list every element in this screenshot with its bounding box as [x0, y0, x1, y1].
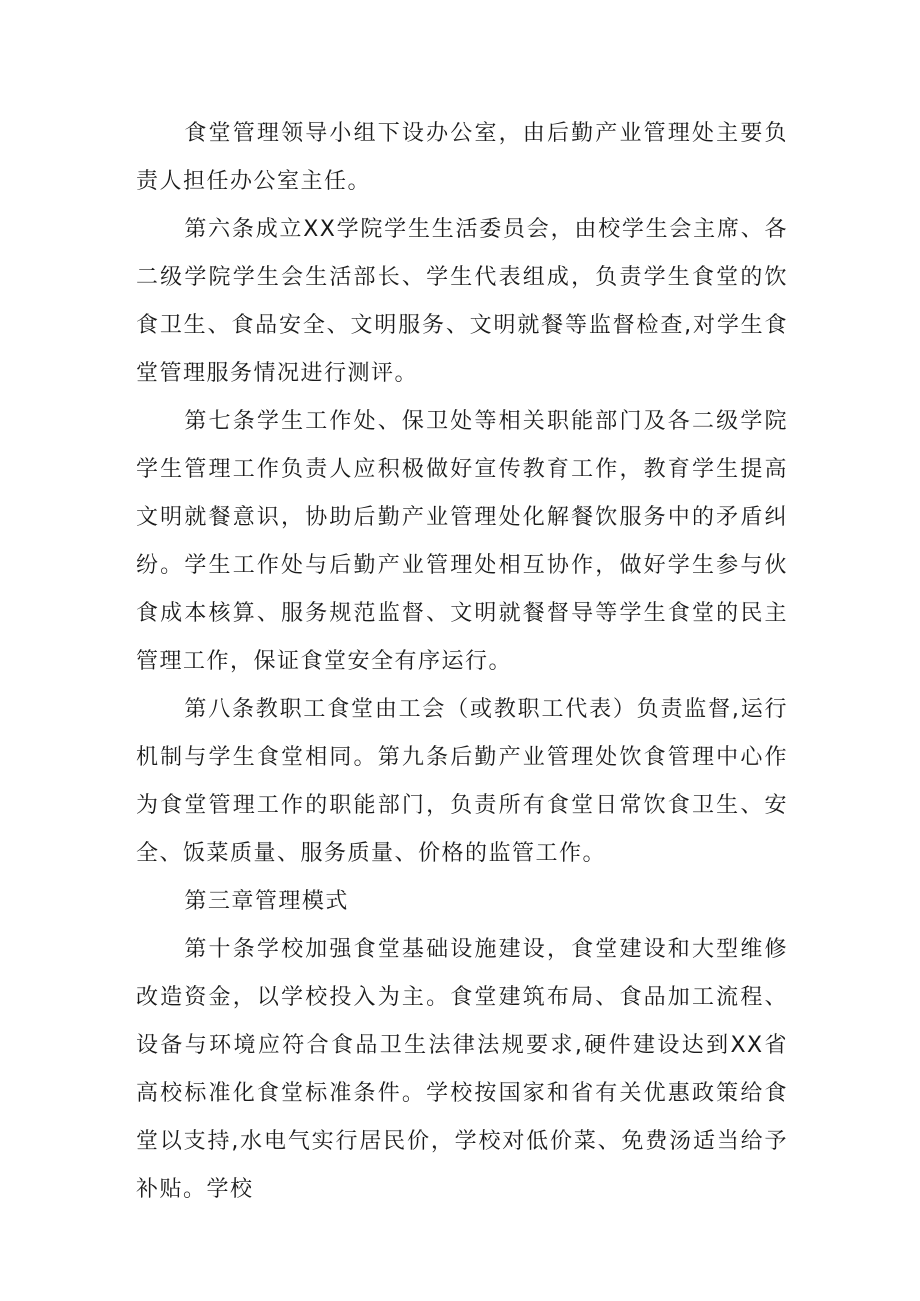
document-body	[136, 110, 788, 1214]
paragraph-article-10: 第十条学校加强食堂基础设施建设，食堂建设和大型维修改造资金，以学校投入为主。食堂建筑布局、食品加工流程、设备与环境应符合食品卫生法律法规要求,硬件建设达到XX省高校标准化食堂标准条件。学校按国家和省有关优惠政策给食堂以支持,水电气实行居民价，学校对低价菜、免费汤适当给予补贴。学校	[136, 937, 788, 1202]
paragraph-article-8-9: 第八条教职工食堂由工会（或教职工代表）负责监督,运行机制与学生食堂相同。第九条后勤产业管理处饮食管理中心作为食堂管理工作的职能部门，负责所有食堂日常饮食卫生、安全、饭菜质量、服务质量、价格的监管工作。	[136, 697, 788, 866]
paragraph-article-6: 第六条成立XX学院学生生活委员会，由校学生会主席、各二级学院学生会生活部长、学生代表组成，负责学生食堂的饮食卫生、食品安全、文明服务、文明就餐等监督检查,对学生食堂管理服务情况进行测评。	[136, 217, 788, 386]
paragraph-article-7: 第七条学生工作处、保卫处等相关职能部门及各二级学院学生管理工作负责人应积极做好宣传教育工作，教育学生提高文明就餐意识，协助后勤产业管理处化解餐饮服务中的矛盾纠纷。学生工作处与后勤产业管理处相互协作，做好学生参与伙食成本核算、服务规范监督、文明就餐督导等学生食堂的民主管理工作，保证食堂安全有序运行。	[136, 409, 788, 674]
paragraph-office: 食堂管理领导小组下设办公室，由后勤产业管理处主要负责人担任办公室主任。	[136, 121, 788, 194]
chapter-heading: 第三章管理模式	[184, 889, 349, 914]
